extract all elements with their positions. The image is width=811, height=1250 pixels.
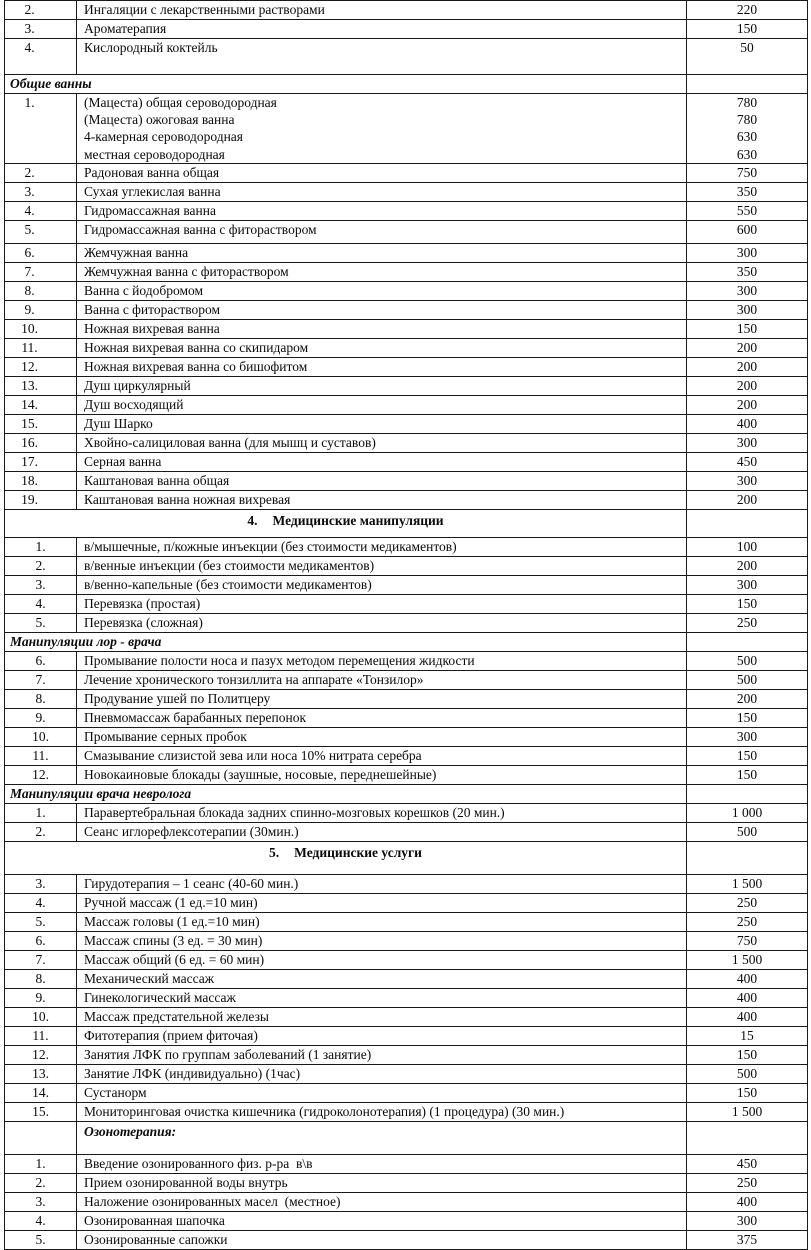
section-header: Манипуляции лор - врача <box>5 632 687 651</box>
subsection-header-row <box>5 1122 808 1154</box>
row-number: 13. <box>5 376 77 395</box>
row-number: 3. <box>5 575 77 594</box>
service-price: 300 <box>687 727 808 746</box>
service-name: Гидромассажная ванна с фитораствором <box>77 220 687 243</box>
service-price: 550 <box>687 201 808 220</box>
empty-price-cell <box>687 841 808 875</box>
table-row <box>5 1084 808 1103</box>
row-number: 3. <box>5 1192 77 1211</box>
service-name-line: (Мацеста) ожоговая ванна <box>84 112 235 128</box>
table-row <box>5 243 808 262</box>
row-number: 15. <box>5 414 77 433</box>
service-price: 150 <box>687 594 808 613</box>
service-price: 400 <box>687 989 808 1008</box>
row-number: 3. <box>5 20 77 39</box>
table-row <box>5 452 808 471</box>
section-title-label: Медицинские манипуляции <box>272 512 444 528</box>
service-price: 150 <box>687 765 808 784</box>
table-row <box>5 913 808 932</box>
service-price: 250 <box>687 913 808 932</box>
service-price: 300 <box>687 471 808 490</box>
table-row <box>5 765 808 784</box>
service-price: 500 <box>687 670 808 689</box>
service-price: 400 <box>687 1192 808 1211</box>
row-number: 8. <box>5 689 77 708</box>
service-price: 200 <box>687 395 808 414</box>
table-row <box>5 220 808 243</box>
empty-price-cell <box>687 509 808 537</box>
service-name: Гидромассажная ванна <box>77 201 687 220</box>
table-row <box>5 1154 808 1173</box>
service-price: 150 <box>687 1046 808 1065</box>
service-name: Новокаиновые блокады (заушные, носовые, переднешейные) <box>77 765 687 784</box>
service-price-line: 630 <box>736 146 758 162</box>
section-title <box>5 509 687 537</box>
row-number: 11. <box>5 1027 77 1046</box>
table-row <box>5 262 808 281</box>
service-name: в/венные инъекции (без стоимости медикаментов) <box>77 556 687 575</box>
service-name: Массаж головы (1 ед.=10 мин) <box>77 913 687 932</box>
table-row <box>5 1 808 20</box>
section-header-row <box>5 75 808 94</box>
row-number: 1. <box>5 94 77 163</box>
service-name: Промывание серных пробок <box>77 727 687 746</box>
table-row <box>5 1027 808 1046</box>
service-name: Перевязка (сложная) <box>77 613 687 632</box>
table-row <box>5 989 808 1008</box>
table-row <box>5 357 808 376</box>
service-name: Лечение хронического тонзиллита на аппарате «Тонзилор» <box>77 670 687 689</box>
table-row <box>5 1211 808 1230</box>
service-name: Жемчужная ванна с фитораствором <box>77 262 687 281</box>
table-row <box>5 689 808 708</box>
section-title-label: Медицинские услуги <box>294 844 422 860</box>
table-row <box>5 651 808 670</box>
service-price: 400 <box>687 414 808 433</box>
table-row <box>5 338 808 357</box>
table-row <box>5 951 808 970</box>
service-price: 250 <box>687 1173 808 1192</box>
table-row <box>5 537 808 556</box>
service-price: 500 <box>687 1065 808 1084</box>
service-name-group <box>77 94 687 163</box>
table-row <box>5 414 808 433</box>
row-number: 13. <box>5 1065 77 1084</box>
service-name: Пневмомассаж барабанных перепонок <box>77 708 687 727</box>
service-name: Ванна с йодобромом <box>77 281 687 300</box>
row-number: 10. <box>5 319 77 338</box>
table-row <box>5 822 808 841</box>
service-name: Серная ванна <box>77 452 687 471</box>
service-name: Наложение озонированных масел (местное) <box>77 1192 687 1211</box>
service-name: Озонированная шапочка <box>77 1211 687 1230</box>
row-number: 14. <box>5 1084 77 1103</box>
row-number: 1. <box>5 1154 77 1173</box>
row-number: 7. <box>5 262 77 281</box>
service-name: Перевязка (простая) <box>77 594 687 613</box>
row-number: 11. <box>5 338 77 357</box>
row-number: 7. <box>5 951 77 970</box>
service-name: Ножная вихревая ванна со скипидаром <box>77 338 687 357</box>
row-number: 5. <box>5 1230 77 1249</box>
section-header: Общие ванны <box>5 75 687 94</box>
row-number: 3. <box>5 182 77 201</box>
service-name: Душ восходящий <box>77 395 687 414</box>
row-number: 7. <box>5 670 77 689</box>
table-row <box>5 201 808 220</box>
service-name: Занятия ЛФК по группам заболеваний (1 занятие) <box>77 1046 687 1065</box>
table-row <box>5 556 808 575</box>
service-name: Душ Шарко <box>77 414 687 433</box>
row-number: 6. <box>5 243 77 262</box>
service-price: 500 <box>687 822 808 841</box>
table-row <box>5 182 808 201</box>
service-price: 100 <box>687 537 808 556</box>
table-row <box>5 471 808 490</box>
row-number: 2. <box>5 822 77 841</box>
row-number: 1. <box>5 537 77 556</box>
service-name: Хвойно-салициловая ванна (для мышц и суставов) <box>77 433 687 452</box>
row-number: 2. <box>5 556 77 575</box>
empty-price-cell <box>687 1122 808 1154</box>
table-row <box>5 39 808 75</box>
section-title-number: 5. <box>269 844 280 860</box>
service-price: 375 <box>687 1230 808 1249</box>
service-price: 1 500 <box>687 875 808 894</box>
table-row <box>5 376 808 395</box>
service-name: Паравертебральная блокада задних спинно-мозговых корешков (20 мин.) <box>77 803 687 822</box>
service-price-group <box>687 94 808 163</box>
service-price: 300 <box>687 300 808 319</box>
row-number: 3. <box>5 875 77 894</box>
service-name-line: (Мацеста) общая сероводородная <box>84 95 277 111</box>
table-row <box>5 20 808 39</box>
row-number: 14. <box>5 395 77 414</box>
service-price: 250 <box>687 613 808 632</box>
service-price: 350 <box>687 182 808 201</box>
row-number: 4. <box>5 1211 77 1230</box>
table-row <box>5 1173 808 1192</box>
row-number: 19. <box>5 490 77 509</box>
table-row <box>5 970 808 989</box>
service-name: Прием озонированной воды внутрь <box>77 1173 687 1192</box>
service-name: Каштановая ванна общая <box>77 471 687 490</box>
service-price: 300 <box>687 433 808 452</box>
service-name: в/мышечные, п/кожные инъекции (без стоимости медикаментов) <box>77 537 687 556</box>
table-row <box>5 575 808 594</box>
service-name: Массаж спины (3 ед. = 30 мин) <box>77 932 687 951</box>
service-price: 1 000 <box>687 803 808 822</box>
service-price: 300 <box>687 243 808 262</box>
table-row <box>5 1046 808 1065</box>
service-name: Жемчужная ванна <box>77 243 687 262</box>
service-price: 300 <box>687 1211 808 1230</box>
table-row <box>5 932 808 951</box>
row-number: 8. <box>5 970 77 989</box>
row-number: 12. <box>5 357 77 376</box>
service-price: 200 <box>687 490 808 509</box>
service-name: Гирудотерапия – 1 сеанс (40-60 мин.) <box>77 875 687 894</box>
table-row <box>5 395 808 414</box>
row-number: 9. <box>5 989 77 1008</box>
row-number: 15. <box>5 1103 77 1122</box>
service-name: Массаж общий (6 ед. = 60 мин) <box>77 951 687 970</box>
service-price: 50 <box>687 39 808 75</box>
table-row <box>5 708 808 727</box>
table-row <box>5 594 808 613</box>
table-row <box>5 894 808 913</box>
service-price-line: 630 <box>736 129 758 145</box>
table-row <box>5 300 808 319</box>
row-number: 12. <box>5 1046 77 1065</box>
service-price: 200 <box>687 357 808 376</box>
table-row <box>5 803 808 822</box>
table-row <box>5 1008 808 1027</box>
service-name: Сустанорм <box>77 1084 687 1103</box>
service-price: 1 500 <box>687 1103 808 1122</box>
row-number: 10. <box>5 1008 77 1027</box>
service-name: Ванна с фитораствором <box>77 300 687 319</box>
empty-price-cell <box>687 784 808 803</box>
section-title <box>5 841 687 875</box>
section-title-row <box>5 841 808 875</box>
service-price: 600 <box>687 220 808 243</box>
row-number: 4. <box>5 39 77 75</box>
service-price: 300 <box>687 575 808 594</box>
row-number: 5. <box>5 613 77 632</box>
service-price: 750 <box>687 932 808 951</box>
row-number: 2. <box>5 1 77 20</box>
row-number: 6. <box>5 932 77 951</box>
service-name: Ножная вихревая ванна со бишофитом <box>77 357 687 376</box>
price-table <box>4 0 808 1250</box>
service-price: 250 <box>687 894 808 913</box>
service-price: 150 <box>687 708 808 727</box>
section-header-row <box>5 632 808 651</box>
service-name: Мониторинговая очистка кишечника (гидроколонотерапия) (1 процедура) (30 мин.) <box>77 1103 687 1122</box>
service-price: 150 <box>687 319 808 338</box>
row-number: 5. <box>5 220 77 243</box>
table-row <box>5 163 808 182</box>
service-name: Продувание ушей по Политцеру <box>77 689 687 708</box>
service-price: 200 <box>687 556 808 575</box>
row-number: 16. <box>5 433 77 452</box>
service-price: 350 <box>687 262 808 281</box>
service-price: 220 <box>687 1 808 20</box>
service-name: Фитотерапия (прием фиточая) <box>77 1027 687 1046</box>
service-price: 200 <box>687 338 808 357</box>
section-title-row <box>5 509 808 537</box>
service-name: Ножная вихревая ванна <box>77 319 687 338</box>
row-number: 10. <box>5 727 77 746</box>
service-price: 750 <box>687 163 808 182</box>
service-name: Массаж предстательной железы <box>77 1008 687 1027</box>
row-number: 18. <box>5 471 77 490</box>
service-name-line: 4-камерная сероводородная <box>84 129 243 145</box>
row-number: 12. <box>5 765 77 784</box>
row-number: 4. <box>5 201 77 220</box>
service-name: Введение озонированного физ. р-ра в\в <box>77 1154 687 1173</box>
service-name: Занятие ЛФК (индивидуально) (1час) <box>77 1065 687 1084</box>
service-name: в/венно-капельные (без стоимости медикаментов) <box>77 575 687 594</box>
empty-price-cell <box>687 632 808 651</box>
table-row <box>5 281 808 300</box>
service-price: 15 <box>687 1027 808 1046</box>
service-name: Сухая углекислая ванна <box>77 182 687 201</box>
service-name: Каштановая ванна ножная вихревая <box>77 490 687 509</box>
service-name: Сеанс иглорефлексотерапии (30мин.) <box>77 822 687 841</box>
row-number: 6. <box>5 651 77 670</box>
table-row <box>5 490 808 509</box>
service-price: 400 <box>687 970 808 989</box>
service-price: 150 <box>687 1084 808 1103</box>
table-row-multiline <box>5 94 808 163</box>
service-price: 150 <box>687 746 808 765</box>
service-name: Смазывание слизистой зева или носа 10% нитрата серебра <box>77 746 687 765</box>
row-number: 2. <box>5 163 77 182</box>
price-table-body <box>5 1 808 1250</box>
row-number: 9. <box>5 300 77 319</box>
row-number: 5. <box>5 913 77 932</box>
service-price: 450 <box>687 1154 808 1173</box>
row-number: 2. <box>5 1173 77 1192</box>
row-number: 4. <box>5 594 77 613</box>
table-row <box>5 746 808 765</box>
table-row <box>5 1192 808 1211</box>
row-number: 11. <box>5 746 77 765</box>
table-row <box>5 1230 808 1249</box>
service-price: 150 <box>687 20 808 39</box>
empty-price-cell <box>687 75 808 94</box>
subsection-header: Озонотерапия: <box>77 1122 687 1154</box>
service-name: Механический массаж <box>77 970 687 989</box>
row-number: 1. <box>5 803 77 822</box>
service-price: 300 <box>687 281 808 300</box>
service-price: 200 <box>687 376 808 395</box>
table-row <box>5 433 808 452</box>
service-name: Ручной массаж (1 ед.=10 мин) <box>77 894 687 913</box>
service-price: 200 <box>687 689 808 708</box>
service-name: Ингаляции с лекарственными растворами <box>77 1 687 20</box>
service-price: 450 <box>687 452 808 471</box>
table-row <box>5 1065 808 1084</box>
table-row <box>5 613 808 632</box>
table-row <box>5 727 808 746</box>
service-price: 500 <box>687 651 808 670</box>
service-price: 400 <box>687 1008 808 1027</box>
service-name: Душ циркулярный <box>77 376 687 395</box>
service-name: Радоновая ванна общая <box>77 163 687 182</box>
section-title-number: 4. <box>247 512 258 528</box>
table-row <box>5 875 808 894</box>
row-number: 4. <box>5 894 77 913</box>
row-number: 8. <box>5 281 77 300</box>
service-price: 1 500 <box>687 951 808 970</box>
table-row <box>5 670 808 689</box>
empty-number-cell <box>5 1122 77 1154</box>
row-number: 17. <box>5 452 77 471</box>
service-price-line: 780 <box>736 112 758 128</box>
service-name-line: местная сероводородная <box>84 146 225 162</box>
service-name: Промывание полости носа и пазух методом перемещения жидкости <box>77 651 687 670</box>
section-header-row <box>5 784 808 803</box>
service-name: Озонированные сапожки <box>77 1230 687 1249</box>
service-price-line: 780 <box>736 95 758 111</box>
table-row <box>5 319 808 338</box>
section-header: Манипуляции врача невролога <box>5 784 687 803</box>
table-row <box>5 1103 808 1122</box>
service-name: Кислородный коктейль <box>77 39 687 75</box>
service-name: Гинекологический массаж <box>77 989 687 1008</box>
row-number: 9. <box>5 708 77 727</box>
service-name: Ароматерапия <box>77 20 687 39</box>
